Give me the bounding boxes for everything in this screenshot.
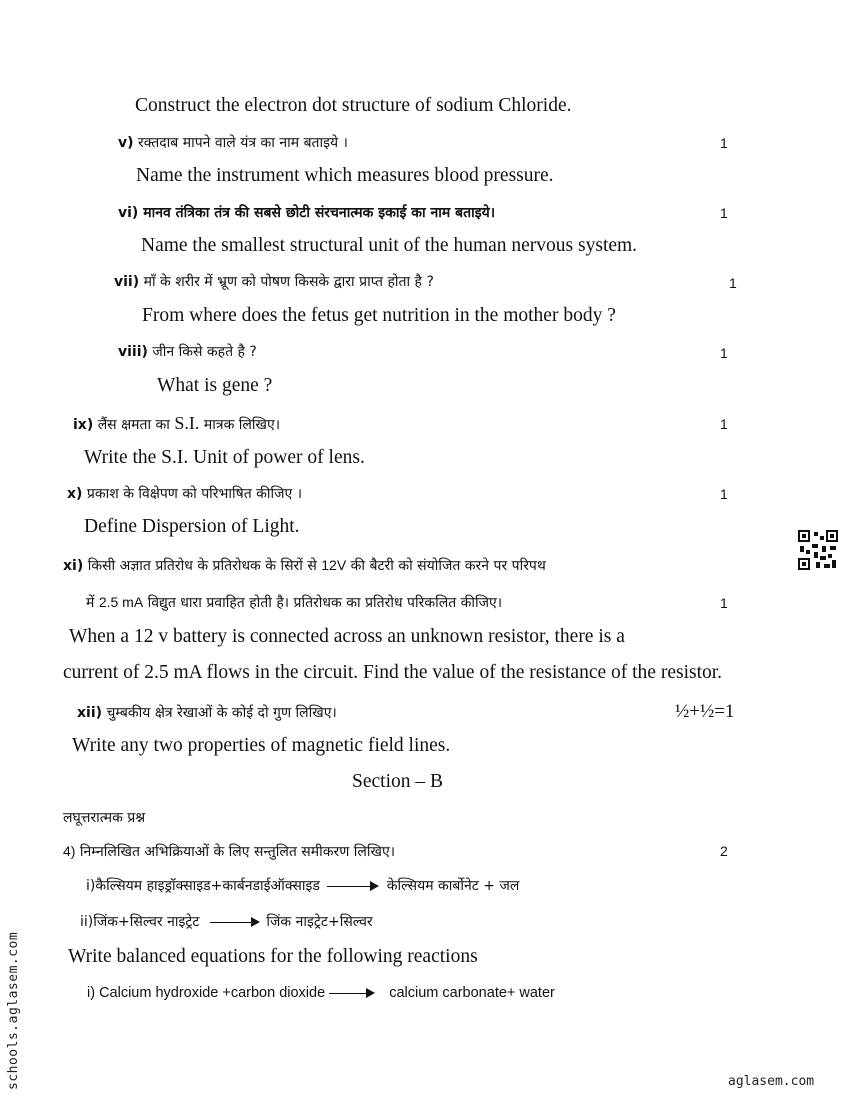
question-4-label: 4)	[63, 843, 76, 859]
question-viii-label: viii)	[118, 344, 148, 360]
arrow-right-icon	[329, 988, 375, 998]
question-vi-hindi	[118, 203, 495, 222]
question-viii-text-hindi: जीन किसे कहते है ?	[152, 344, 257, 360]
reaction-1-hindi-left: i)कैल्सियम हाइड्रॉक्साइड+कार्बनडाईऑक्साइड	[86, 878, 320, 894]
question-ix-text-hindi-b: मात्रक लिखिए।	[203, 417, 281, 433]
question-ix-text-hindi-a: लैंस क्षमता का	[97, 417, 170, 433]
question-xi-english-line1: When a 12 v battery is connected across an unknown resistor, there is a	[69, 626, 625, 647]
question-xi-text-hindi-1a: किसी अज्ञात प्रतिरोध के प्रतिरोधक के सिरों से	[87, 558, 317, 574]
reaction-2-hindi-left: ii)जिंक+सिल्वर नाइट्रेट	[80, 914, 200, 930]
question-xi-hindi-line2	[86, 593, 502, 612]
question-xi-english-line2: current of 2.5 mA flows in the circuit. Find the value of the resistance of the resistor.	[63, 662, 723, 683]
question-ix-english: Write the S.I. Unit of power of lens.	[84, 447, 365, 468]
question-ix-si: S.I.	[174, 413, 200, 433]
question-ix-label: ix)	[73, 417, 94, 433]
question-xi-label: xi)	[63, 558, 84, 574]
question-xi-hindi-line1	[63, 556, 546, 575]
question-vi-label: vi)	[118, 205, 139, 221]
short-answer-heading: लघूत्तरात्मक प्रश्न	[63, 810, 146, 826]
question-vi-marks: 1	[720, 205, 728, 221]
reaction-1-english-left: i) Calcium hydroxide +carbon dioxide	[87, 985, 326, 1001]
question-xi-text-hindi-2b: विद्युत धारा प्रवाहित होती है। प्रतिरोधक का प्रतिरोध परिकलित कीजिए।	[147, 595, 503, 611]
question-v-english: Name the instrument which measures blood pressure.	[136, 165, 554, 186]
question-xii-text-hindi: चुम्बकीय क्षेत्र रेखाओं के कोई दो गुण लिखिए।	[106, 705, 337, 721]
question-vii-hindi	[114, 272, 434, 291]
question-xi-text-hindi-1b: की बैटरी को संयोजित करने पर परिपथ	[350, 558, 546, 574]
question-xii-marks: ½+½=1	[675, 701, 735, 722]
question-4-marks: 2	[720, 843, 728, 859]
reaction-2-hindi	[80, 912, 373, 931]
question-x-hindi	[67, 484, 302, 503]
question-4-english: Write balanced equations for the following reactions	[68, 946, 478, 967]
question-ix-hindi	[73, 413, 280, 434]
arrow-right-icon	[210, 917, 260, 927]
question-v-text-hindi: रक्तदाब मापने वाले यंत्र का नाम बताइये ।	[137, 135, 348, 151]
reaction-1-english	[87, 985, 555, 1001]
question-xi-voltage: 12V	[321, 557, 347, 573]
section-b-heading: Section – B	[352, 771, 443, 792]
question-viii-english: What is gene ?	[157, 375, 273, 396]
reaction-1-english-right: calcium carbonate+ water	[389, 985, 555, 1001]
question-xi-text-hindi-2a: में	[86, 595, 95, 611]
reaction-1-hindi	[86, 876, 519, 895]
watermark-footer: aglasem.com	[728, 1074, 815, 1089]
question-xii-english: Write any two properties of magnetic field lines.	[72, 735, 451, 756]
question-vi-text-hindi: मानव तंत्रिका तंत्र की सबसे छोटी संरचनात्मक इकाई का नाम बताइये।	[143, 205, 496, 221]
question-x-english: Define Dispersion of Light.	[84, 516, 300, 537]
reaction-1-hindi-right: केल्सियम कार्बोनेट + जल	[386, 878, 520, 894]
question-ix-marks: 1	[720, 416, 728, 432]
question-v-label: v)	[118, 135, 134, 151]
question-vi-english: Name the smallest structural unit of the human nervous system.	[141, 235, 638, 256]
watermark-vertical: schools.aglasem.com	[6, 931, 21, 1090]
question-v-marks: 1	[720, 135, 728, 151]
question-viii-marks: 1	[720, 345, 728, 361]
question-4-hindi	[63, 842, 395, 861]
question-xii-hindi	[77, 703, 337, 722]
question-x-label: x)	[67, 486, 83, 502]
question-iv-english: Construct the electron dot structure of sodium Chloride.	[135, 95, 572, 116]
question-4-text-hindi: निम्नलिखित अभिक्रियाओं के लिए सन्तुलित समीकरण लिखिए।	[79, 844, 396, 860]
question-vii-english: From where does the fetus get nutrition in the mother body ?	[142, 305, 616, 326]
question-xi-marks: 1	[720, 595, 728, 611]
reaction-2-hindi-right: जिंक नाइट्रेट+सिल्वर	[266, 914, 373, 930]
question-vii-text-hindi: माँ के शरीर में भ्रूण को पोषण किसके द्वारा प्राप्त होता है ?	[143, 274, 434, 290]
question-x-text-hindi: प्रकाश के विक्षेपण को परिभाषित कीजिए ।	[86, 486, 303, 502]
question-viii-hindi	[118, 342, 257, 361]
question-vii-label: vii)	[114, 274, 140, 290]
qr-code-icon	[798, 530, 838, 570]
question-vii-marks: 1	[729, 275, 737, 291]
question-xi-current: 2.5 mA	[98, 594, 144, 610]
question-xii-label: xii)	[77, 705, 103, 721]
question-x-marks: 1	[720, 486, 728, 502]
arrow-right-icon	[327, 881, 379, 891]
question-v-hindi	[118, 133, 348, 152]
